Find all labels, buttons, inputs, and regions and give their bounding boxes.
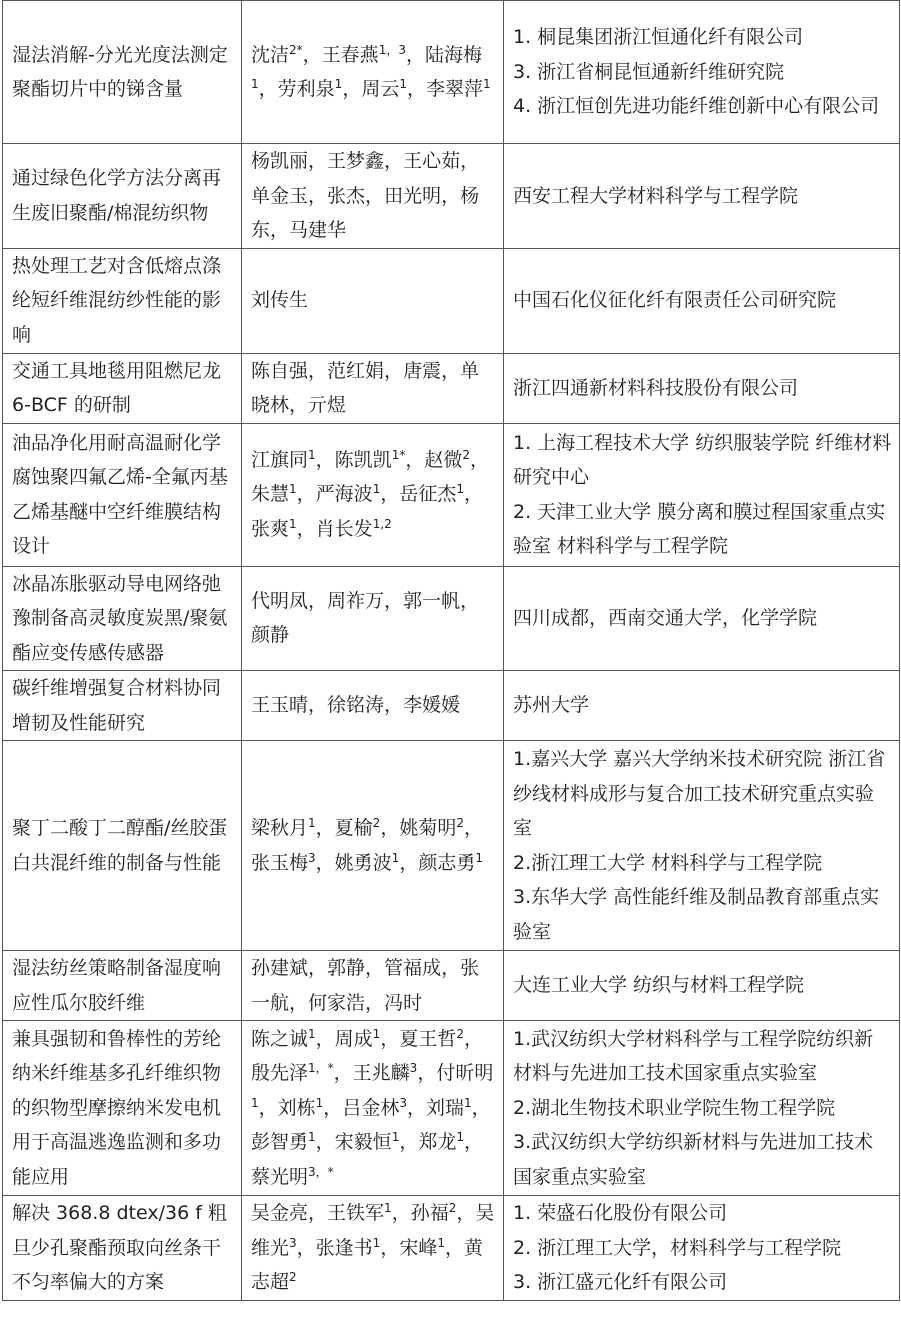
author-separator: ， bbox=[406, 1096, 426, 1119]
author-separator: ， bbox=[380, 817, 400, 839]
affiliations-cell bbox=[504, 1021, 900, 1196]
affiliation-line: 1. 荣盛石化股份有限公司 bbox=[513, 1202, 728, 1224]
authors-cell bbox=[242, 144, 504, 249]
author-affiliation-mark: 1 bbox=[315, 1095, 324, 1110]
affiliation-line: 1. 上海工程技术大学 纺织服装学院 纤维材料研究中心 bbox=[513, 431, 892, 488]
authors-cell bbox=[242, 1, 504, 144]
affiliation-line: 大连工业大学 纺织与材料工程学院 bbox=[513, 974, 805, 997]
author-separator: ， bbox=[441, 359, 461, 382]
author-affiliation-mark: 1 bbox=[456, 1130, 464, 1145]
author-separator: ， bbox=[289, 991, 309, 1014]
author-separator: ， bbox=[270, 219, 290, 241]
author-name: 颜静 bbox=[251, 624, 290, 647]
author-separator: ， bbox=[444, 1236, 464, 1259]
author-name: 马建华 bbox=[289, 219, 347, 241]
author-separator: ， bbox=[463, 1027, 483, 1050]
author-affiliation-mark: 1，3 bbox=[378, 42, 406, 57]
author-affiliation-mark: 1，* bbox=[308, 1061, 334, 1076]
author-affiliation-mark: 2 bbox=[456, 1026, 464, 1041]
author-separator: ， bbox=[441, 184, 461, 207]
authors-cell bbox=[242, 1021, 504, 1196]
affiliation-line: 西安工程大学材料科学与工程学院 bbox=[513, 184, 799, 207]
table-row bbox=[3, 1, 900, 144]
author-affiliation-mark: 3 bbox=[409, 1061, 418, 1076]
author-affiliation-mark: 1 bbox=[483, 77, 491, 91]
author-separator: ， bbox=[471, 1096, 491, 1119]
author-name: 王心茹 bbox=[403, 150, 461, 172]
author-name: 王铁军 bbox=[327, 1202, 385, 1224]
author-affiliation-mark: 2 bbox=[289, 1270, 297, 1284]
author-separator: ， bbox=[296, 483, 316, 506]
paper-title-cell: 热处理工艺对含低熔点涤纶短纤维混纺纱性能的影响 bbox=[3, 248, 242, 353]
author-name: ，王兆麟 bbox=[333, 1062, 410, 1085]
author-separator: ， bbox=[323, 1096, 343, 1119]
author-affiliation-mark: 1 bbox=[308, 1130, 316, 1145]
affiliations-cell bbox=[504, 423, 900, 566]
paper-title-cell: 湿法消解-分光光度法测定聚酯切片中的锑含量 bbox=[3, 1, 242, 144]
author-affiliation-mark: 2 bbox=[372, 816, 381, 830]
authors-cell bbox=[242, 248, 504, 353]
author-separator: ， bbox=[384, 694, 404, 717]
author-name: 代明凤 bbox=[251, 589, 309, 612]
author-affiliation-mark: 2 bbox=[448, 1201, 457, 1215]
author-separator: ， bbox=[315, 1131, 335, 1154]
author-name: 杨凯丽 bbox=[251, 150, 309, 172]
author-separator: ， bbox=[406, 78, 426, 100]
author-separator: ， bbox=[365, 957, 385, 979]
author-name: 范红娟 bbox=[327, 359, 385, 382]
authors-cell bbox=[242, 353, 504, 423]
affiliations-cell bbox=[504, 248, 900, 353]
affiliation-line: 2.浙江理工大学 材料科学与工程学院 bbox=[513, 851, 823, 874]
author-name: 单金玉 bbox=[251, 184, 309, 207]
author-name: 田光明 bbox=[384, 184, 442, 207]
affiliation-line: 3. 浙江盛元化纤有限公司 bbox=[513, 1271, 728, 1293]
author-separator: ， bbox=[380, 483, 400, 506]
affiliation-line: 1. 桐昆集团浙江恒通化纤有限公司 bbox=[513, 26, 804, 49]
author-affiliation-mark: 1 bbox=[289, 482, 297, 497]
author-separator: ， bbox=[258, 78, 278, 100]
author-name: ，姚勇波 bbox=[315, 851, 392, 874]
author-separator: ， bbox=[464, 1131, 484, 1154]
author-separator: ， bbox=[384, 150, 404, 172]
author-separator: ， bbox=[308, 589, 328, 612]
author-affiliation-mark: 1 bbox=[399, 77, 407, 91]
authors-cell bbox=[242, 566, 504, 671]
affiliation-line: 四川成都，西南交通大学，化学学院 bbox=[513, 607, 818, 629]
author-name: 陈凯凯 bbox=[334, 448, 392, 471]
affiliations-cell bbox=[504, 566, 900, 671]
authors-cell bbox=[242, 423, 504, 566]
author-name: 王玉晴 bbox=[251, 694, 309, 717]
author-separator: ， bbox=[308, 184, 328, 207]
authors-cell bbox=[242, 741, 504, 951]
author-name: 杨东 bbox=[251, 184, 480, 241]
author-affiliation-mark: 1 bbox=[384, 1201, 392, 1215]
author-affiliation-mark: 1 bbox=[372, 482, 381, 497]
author-separator: ， bbox=[308, 359, 328, 382]
affiliations-cell bbox=[504, 1196, 900, 1301]
author-name: 吴维光 bbox=[251, 1202, 495, 1259]
author-name: 江旗同 bbox=[251, 448, 309, 471]
author-separator: ， bbox=[460, 589, 480, 612]
author-name: ，付昕明 bbox=[417, 1062, 494, 1085]
author-name: 李媛媛 bbox=[403, 694, 461, 717]
author-name: ，夏榆 bbox=[315, 817, 373, 839]
author-affiliation-mark: 2 bbox=[462, 447, 470, 462]
table-body bbox=[3, 1, 900, 1301]
affiliation-line: 3.东华大学 高性能纤维及制品教育部重点实验室 bbox=[513, 886, 880, 943]
affiliation-line: 2. 天津工业大学 膜分离和膜过程国家重点实验室 材料科学与工程学院 bbox=[513, 500, 886, 557]
author-name: 郑龙 bbox=[418, 1131, 457, 1154]
author-name: 蔡光明 bbox=[251, 1165, 309, 1188]
affiliations-cell bbox=[504, 671, 900, 741]
author-name: 赵微 bbox=[424, 448, 463, 471]
author-separator: ， bbox=[460, 150, 480, 172]
author-separator: ， bbox=[315, 448, 335, 471]
author-affiliation-mark: 2* bbox=[289, 42, 303, 57]
author-name: 吕金林 bbox=[342, 1096, 400, 1119]
author-affiliation-mark: 1 bbox=[475, 850, 483, 865]
author-name: ，刘栋 bbox=[258, 1096, 316, 1119]
affiliation-line: 2. 浙江理工大学，材料科学与工程学院 bbox=[513, 1236, 842, 1259]
author-affiliation-mark: 1 bbox=[334, 77, 343, 91]
author-name: 严海波 bbox=[315, 483, 373, 506]
paper-list-table bbox=[2, 0, 900, 1301]
affiliation-line: 2.湖北生物技术职业学院生物工程学院 bbox=[513, 1096, 836, 1119]
author-name: 刘传生 bbox=[251, 289, 309, 312]
author-affiliation-mark: 3 bbox=[308, 850, 316, 865]
author-name: 王梦鑫 bbox=[327, 150, 385, 172]
author-affiliation-mark: 1 bbox=[308, 447, 316, 462]
table-row bbox=[3, 1196, 900, 1301]
author-name: 宋毅恒 bbox=[334, 1131, 392, 1154]
author-name: 殷先泽 bbox=[251, 1062, 309, 1085]
paper-title-cell: 通过绿色化学方法分离再生废旧聚酯/棉混纺织物 bbox=[3, 144, 242, 249]
affiliations-cell bbox=[504, 951, 900, 1021]
author-separator: ， bbox=[405, 448, 425, 471]
author-affiliation-mark: 1 bbox=[464, 1095, 472, 1110]
author-name: ，夏王哲 bbox=[380, 1027, 457, 1050]
author-name: 周云 bbox=[361, 78, 400, 100]
author-separator: ， bbox=[464, 483, 484, 506]
paper-title-cell: 冰晶冻胀驱动导电网络弛豫制备高灵敏度炭黑/聚氨酯应变传感传感器 bbox=[3, 566, 242, 671]
author-name: 唐震 bbox=[403, 359, 442, 382]
author-name: 彭智勇 bbox=[251, 1131, 309, 1154]
paper-title-cell: 聚丁二酸丁二醇酯/丝胶蛋白共混纤维的制备与性能 bbox=[3, 741, 242, 951]
table-row bbox=[3, 353, 900, 423]
author-affiliation-mark: 2 bbox=[456, 816, 464, 830]
author-separator: ， bbox=[308, 1202, 328, 1224]
author-separator: ， bbox=[302, 43, 322, 66]
author-separator: ， bbox=[308, 694, 328, 717]
author-name: 张爽 bbox=[251, 517, 290, 540]
author-affiliation-mark: 1 bbox=[308, 816, 316, 830]
author-affiliation-mark: 1* bbox=[391, 447, 406, 462]
affiliation-line: 4. 浙江恒创先进功能纤维创新中心有限公司 bbox=[513, 95, 880, 118]
affiliations-cell bbox=[504, 1, 900, 144]
author-affiliation-mark: 1 bbox=[372, 1235, 381, 1250]
author-name: 何家浩 bbox=[308, 991, 366, 1014]
paper-title-cell: 交通工具地毯用阻燃尼龙 6-BCF 的研制 bbox=[3, 353, 242, 423]
author-name: 陆海梅 bbox=[424, 43, 482, 66]
affiliation-line: 浙江四通新材料科技股份有限公司 bbox=[513, 376, 799, 399]
author-name: ，周成 bbox=[315, 1027, 373, 1050]
table-row bbox=[3, 1021, 900, 1196]
table-row bbox=[3, 144, 900, 249]
author-separator: ， bbox=[470, 448, 490, 471]
author-separator: ， bbox=[463, 817, 483, 839]
paper-title-cell: 兼具强韧和鲁棒性的芳纶纳米纤维基多孔纤维织物的织物型摩擦纳米发电机用于高温逃逸监测和多功能应用 bbox=[3, 1021, 242, 1196]
paper-title-cell: 油品净化用耐高温耐化学腐蚀聚四氟乙烯-全氟丙基乙烯基醚中空纤维膜结构设计 bbox=[3, 423, 242, 566]
author-separator: ， bbox=[441, 957, 461, 979]
author-affiliation-mark: 1 bbox=[251, 77, 259, 91]
affiliations-cell bbox=[504, 144, 900, 249]
author-separator: ， bbox=[308, 150, 328, 172]
author-name: 黄志超 bbox=[251, 1236, 483, 1293]
paper-title-cell: 碳纤维增强复合材料协同增韧及性能研究 bbox=[3, 671, 242, 741]
author-affiliation-mark: 1,2 bbox=[372, 516, 392, 531]
author-separator: ， bbox=[405, 43, 425, 66]
author-name: 管福成 bbox=[384, 957, 442, 979]
author-name: 孙建斌 bbox=[251, 957, 309, 979]
author-affiliation-mark: 3 bbox=[399, 1095, 407, 1110]
author-name: 刘瑞 bbox=[425, 1096, 464, 1119]
author-separator: ， bbox=[384, 359, 404, 382]
author-separator: ， bbox=[391, 1202, 411, 1224]
author-name: 岳征杰 bbox=[399, 483, 457, 506]
author-separator: ， bbox=[399, 1131, 419, 1154]
author-separator: ， bbox=[365, 991, 385, 1014]
authors-cell bbox=[242, 671, 504, 741]
author-name: 吴金亮 bbox=[251, 1202, 309, 1224]
table-row bbox=[3, 951, 900, 1021]
table-row bbox=[3, 566, 900, 671]
author-name: 陈之诚 bbox=[251, 1027, 309, 1050]
affiliation-line: 1.武汉纺织大学材料科学与工程学院纺织新材料与先进加工技术国家重点实验室 bbox=[513, 1027, 874, 1085]
author-affiliation-mark: 1 bbox=[372, 1026, 381, 1041]
author-name: 冯时 bbox=[384, 991, 423, 1014]
author-affiliation-mark: 1 bbox=[308, 1026, 316, 1041]
author-separator: ， bbox=[365, 184, 385, 207]
author-name: 亓煜 bbox=[308, 394, 347, 416]
author-affiliation-mark: 1 bbox=[456, 482, 464, 497]
paper-title-cell: 湿法纺丝策略制备湿度响应性瓜尔胶纤维 bbox=[3, 951, 242, 1021]
author-name: 郭静 bbox=[327, 957, 366, 979]
paper-title-cell: 解决 368.8 dtex/36 f 粗旦少孔聚酯预取向丝条干不匀率偏大的方案 bbox=[3, 1196, 242, 1301]
author-affiliation-mark: 1 bbox=[391, 1130, 400, 1145]
authors-cell bbox=[242, 1196, 504, 1301]
author-name: 徐铭涛 bbox=[327, 694, 385, 717]
affiliations-cell bbox=[504, 353, 900, 423]
author-name: 李翠萍 bbox=[426, 78, 484, 100]
affiliation-line: 1.嘉兴大学 嘉兴大学纳米技术研究院 浙江省纱线材料成形与复合加工技术研究重点实验室 bbox=[513, 748, 886, 839]
author-affiliation-mark: 1 bbox=[251, 1095, 259, 1110]
author-name: 劳利泉 bbox=[277, 78, 335, 100]
author-name: 梁秋月 bbox=[251, 817, 309, 839]
affiliation-line: 3.武汉纺织大学纺织新材料与先进加工技术国家重点实验室 bbox=[513, 1131, 874, 1188]
author-name: 单晓林 bbox=[251, 359, 480, 416]
author-name: 周祚万 bbox=[327, 589, 385, 612]
author-name: 张玉梅 bbox=[251, 851, 309, 874]
author-affiliation-mark: 1 bbox=[437, 1235, 445, 1250]
author-name: ，张逢书 bbox=[296, 1236, 373, 1259]
author-name: 沈洁 bbox=[251, 43, 290, 66]
author-separator: ， bbox=[308, 957, 328, 979]
author-name: 孙福 bbox=[410, 1202, 449, 1224]
author-affiliation-mark: 1 bbox=[289, 516, 297, 531]
author-separator: ， bbox=[289, 394, 309, 416]
affiliation-line: 苏州大学 bbox=[513, 694, 590, 717]
affiliations-cell bbox=[504, 741, 900, 951]
author-name: 郭一帆 bbox=[403, 589, 461, 612]
table-row bbox=[3, 248, 900, 353]
author-name: 朱慧 bbox=[251, 483, 290, 506]
author-name: 陈自强 bbox=[251, 359, 309, 382]
author-name: 张杰 bbox=[327, 184, 366, 207]
author-separator: ， bbox=[456, 1202, 476, 1224]
author-affiliation-mark: 1 bbox=[391, 850, 400, 865]
table-row bbox=[3, 741, 900, 951]
authors-cell bbox=[242, 951, 504, 1021]
author-separator: ， bbox=[296, 517, 316, 540]
author-name: ，宋峰 bbox=[380, 1236, 438, 1259]
author-affiliation-mark: 3 bbox=[289, 1235, 297, 1250]
author-separator: ， bbox=[384, 589, 404, 612]
table-row bbox=[3, 671, 900, 741]
author-separator: ， bbox=[342, 78, 362, 100]
table-row bbox=[3, 423, 900, 566]
author-name: 姚菊明 bbox=[399, 817, 457, 839]
author-name: ，颜志勇 bbox=[399, 851, 476, 874]
author-name: 肖长发 bbox=[315, 517, 373, 540]
author-name: 张一航 bbox=[251, 957, 480, 1014]
author-affiliation-mark: 3，* bbox=[308, 1164, 334, 1179]
affiliation-line: 3. 浙江省桐昆恒通新纤维研究院 bbox=[513, 60, 785, 83]
affiliation-line: 中国石化仪征化纤有限责任公司研究院 bbox=[513, 289, 837, 312]
author-name: 王春燕 bbox=[321, 43, 379, 66]
